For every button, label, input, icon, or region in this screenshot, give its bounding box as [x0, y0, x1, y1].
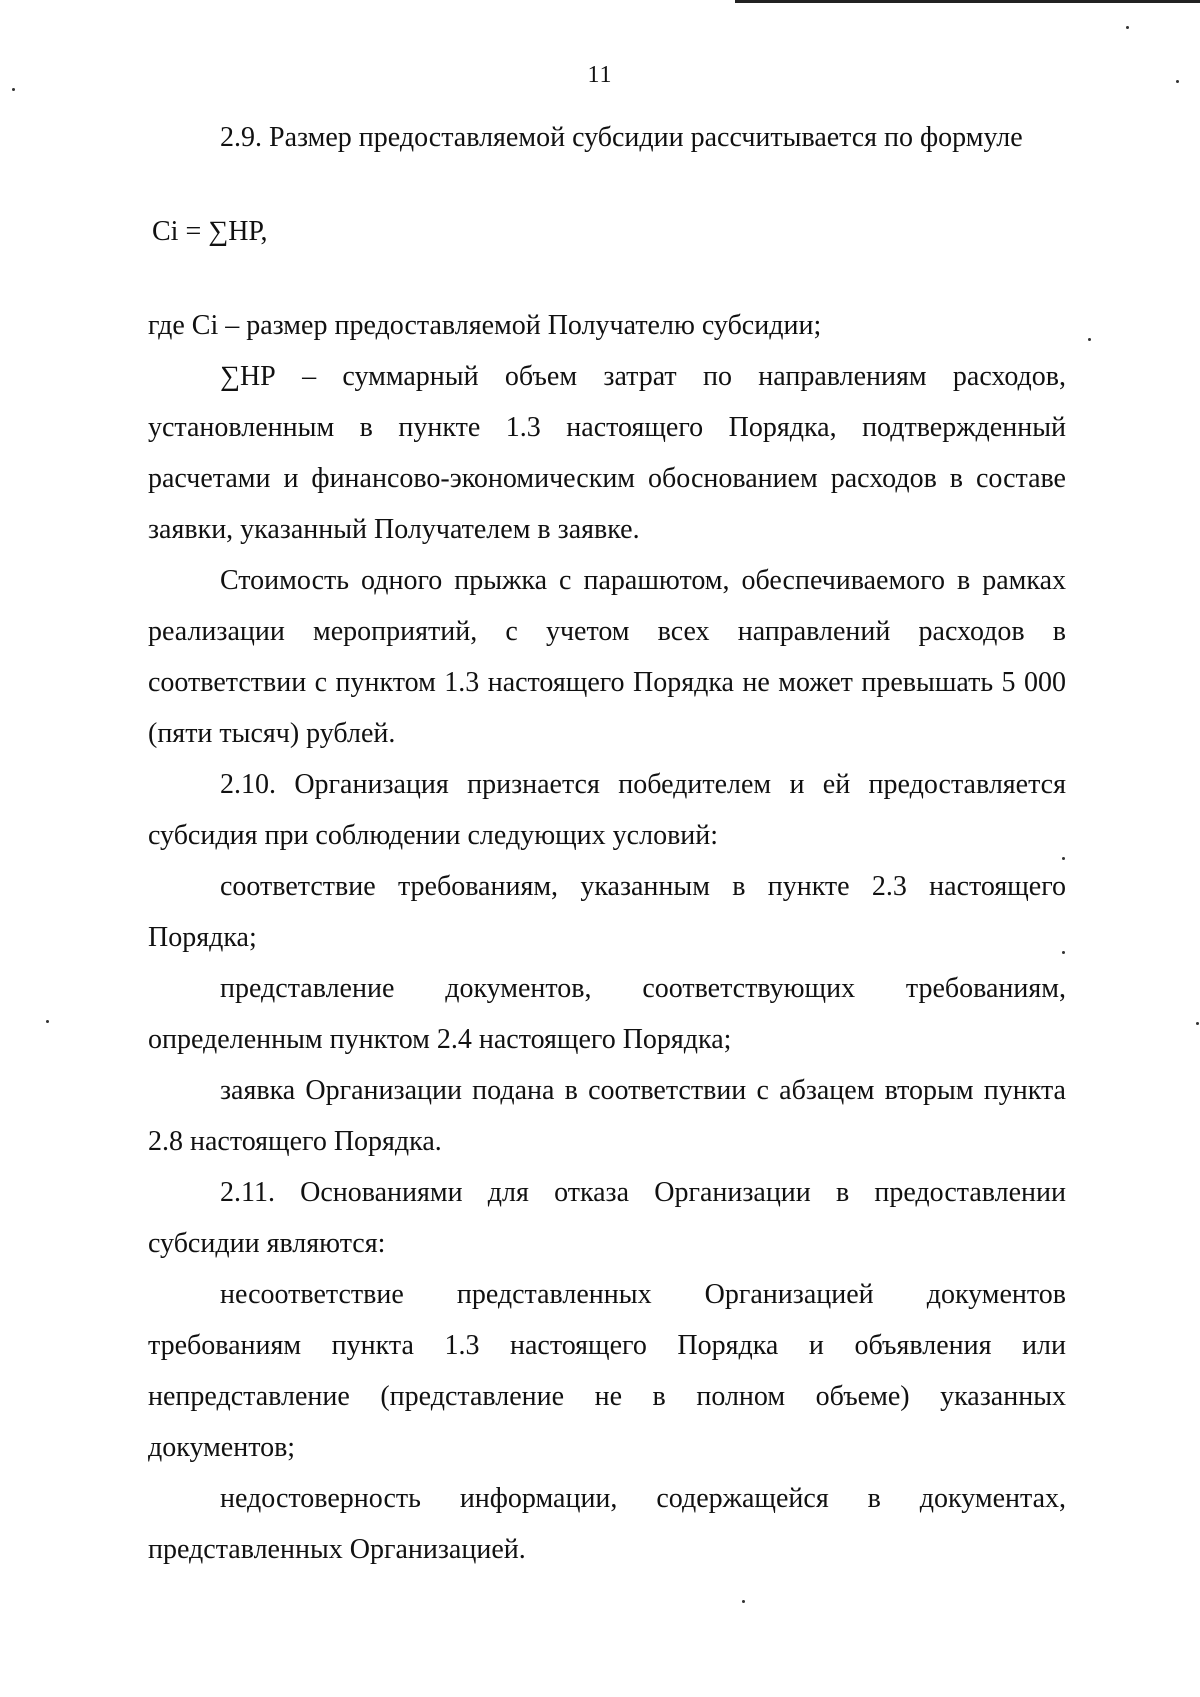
- top-rule: [735, 0, 1200, 3]
- scan-speck: [46, 1020, 49, 1023]
- condition-2: представление документов, соответствующих требованиям, определенным пунктом 2.4 настоящего Порядка;: [148, 973, 1066, 1055]
- refusal-reason-2: недостоверность информации, содержащейся в документах, представленных Организацией.: [148, 1483, 1066, 1565]
- condition-3: заявка Организации подана в соответствии с абзацем вторым пункта 2.8 настоящего Порядка.: [148, 1075, 1066, 1157]
- scan-speck: [1062, 951, 1065, 954]
- page-number: 11: [587, 62, 613, 88]
- paragraph-2-9-intro: 2.9. Размер предоставляемой субсидии рассчитывается по формуле: [220, 122, 1023, 153]
- paragraph-2-10: 2.10. Организация признается победителем и ей предоставляется субсидия при соблюдении следующих условий:: [148, 769, 1066, 851]
- document-body: [148, 112, 1066, 1575]
- scan-speck: [1126, 26, 1129, 29]
- formula: Ci = ∑НР,: [152, 216, 268, 247]
- paragraph-2-11: 2.11. Основаниями для отказа Организации в предоставлении субсидии являются:: [148, 1177, 1066, 1259]
- scan-speck: [1196, 1022, 1199, 1025]
- condition-1: соответствие требованиям, указанным в пункте 2.3 настоящего Порядка;: [148, 871, 1066, 953]
- scan-speck: [1176, 80, 1179, 83]
- scan-speck: [1062, 857, 1065, 860]
- paragraph-where-ci: где Ci – размер предоставляемой Получателю субсидии;: [148, 310, 822, 341]
- scan-speck: [742, 1600, 745, 1603]
- scan-speck: [1088, 338, 1091, 341]
- paragraph-sum-np: ∑НР – суммарный объем затрат по направлениям расходов, установленным в пункте 1.3 настоящего Порядка, подтвержденный расчетами и финансово-экономическим обоснованием расходов в составе заявки, указанный Получателем в заявке.: [148, 361, 1066, 545]
- scan-speck: [12, 88, 15, 91]
- refusal-reason-1: несоответствие представленных Организацией документов требованиям пункта 1.3 настоящего Порядка и объявления или непредставление (представление не в полном объеме) указанных документов;: [148, 1279, 1066, 1463]
- paragraph-jump-cost: Стоимость одного прыжка с парашютом, обеспечиваемого в рамках реализации мероприятий, с учетом всех направлений расходов в соответствии с пунктом 1.3 настоящего Порядка не может превышать 5 000 (пяти тысяч) рублей.: [148, 565, 1066, 749]
